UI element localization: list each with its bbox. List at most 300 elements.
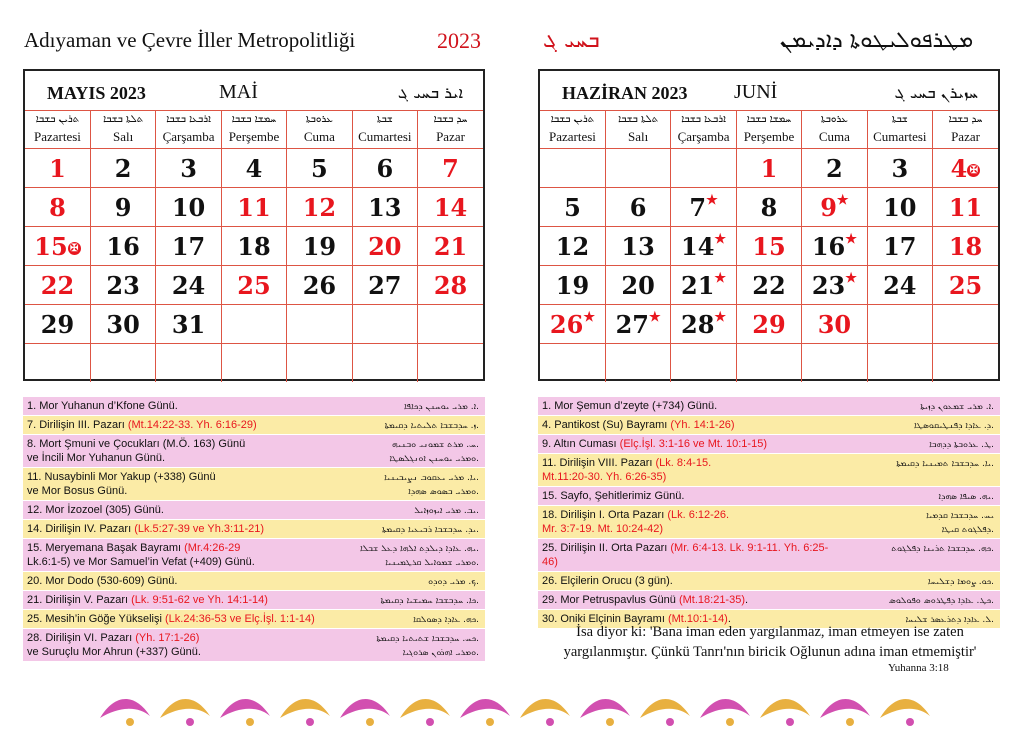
event-title: 20. Mor Dodo (530-609) Günü. (27, 575, 178, 587)
event-syriac-line1: ܟܛ. ܥܐܕܐ ܕܦܛܪܘܣ ܘܦܘܠܘܣ. (888, 596, 994, 606)
day-number: 22 (40, 270, 75, 300)
event-syriac-line1: ܝܗ. ܣܝܦܐ ܣܗܕܐ. (938, 492, 994, 502)
event-title: 15. Sayfo, Şehitlerimiz Günü. (542, 490, 685, 502)
day-cell[interactable] (605, 305, 670, 344)
ornament-bud (426, 718, 434, 726)
day-cell[interactable] (221, 188, 286, 227)
event-text-syriac (844, 419, 994, 433)
weekday-header (540, 110, 605, 149)
week-row (540, 188, 998, 227)
day-number: 26 (549, 309, 584, 339)
day-number: 14 (681, 231, 715, 261)
day-cell[interactable] (867, 188, 932, 227)
empty-day-cell (736, 344, 801, 383)
event-text-turkish (27, 399, 327, 413)
scripture-reference: (Yh. 17:1-26) (135, 632, 200, 644)
weekday-header (605, 110, 670, 149)
day-number: 4 (950, 153, 968, 183)
day-number: 30 (817, 309, 852, 339)
day-cell[interactable] (25, 149, 90, 188)
event-text-turkish (542, 418, 842, 432)
empty-day-cell (25, 344, 90, 383)
event-syriac-line1: ܝܗ. ܥܐܕܐ ܕܝܠܕܬ ܐܠܗܐ ܕܥܠ ܫܒܠܐ. (360, 544, 479, 554)
event-title: 18. Dirilişin I. Orta Pazarı (542, 509, 668, 521)
day-cell[interactable] (156, 188, 221, 227)
day-cell[interactable] (352, 188, 417, 227)
syriac-title: ܡܛܪܦܘܠܝܛܘܬܐ ܕܐܕܝܡܢ (780, 28, 974, 53)
day-number: 28 (433, 270, 468, 300)
weekday-turkish: Cuma (303, 129, 335, 144)
day-cell[interactable] (221, 227, 286, 266)
event-text-turkish (27, 593, 327, 607)
event-syriac-line1: ܟܗ. ܥܐܕܐ ܕܣܘܠܩܐ. (413, 615, 479, 625)
day-number: 15 (34, 231, 68, 261)
event-row (538, 415, 1000, 434)
event-syriac-line1: ܟܐ. ܚܕܒܫܒܐ ܚܡܝܫܝܐ ܕܩܝܡܬܐ. (380, 596, 479, 606)
day-cell[interactable] (671, 305, 736, 344)
day-number: 13 (621, 231, 655, 261)
empty-day-cell (352, 344, 417, 383)
day-cell[interactable] (287, 266, 352, 305)
scripture-reference: (Lk. 8:4-15. (655, 457, 712, 469)
day-number: 9 (820, 192, 837, 222)
day-cell[interactable] (352, 149, 417, 188)
star-icon: ★ (649, 309, 661, 325)
weekday-header (802, 110, 867, 149)
day-cell[interactable] (156, 227, 221, 266)
day-cell[interactable] (605, 188, 670, 227)
event-title: 14. Dirilişin IV. Pazarı (27, 523, 135, 535)
day-number: 29 (40, 309, 75, 339)
day-cell[interactable] (867, 227, 932, 266)
event-title-line2: Lk.6:1-5) (27, 556, 71, 568)
day-number: 24 (171, 270, 206, 300)
event-title: 8. Mort Şmuni ve Çocukları (M.Ö. 163) Günü (27, 438, 246, 450)
day-cell[interactable] (736, 188, 801, 227)
ornament-leaf (640, 699, 690, 718)
day-number: 23 (106, 270, 140, 300)
week-row (540, 149, 998, 188)
day-number: 2 (114, 153, 132, 183)
weekday-syriac: ܬܪܝܢ ܒܫܒܐ (550, 115, 595, 125)
day-number: 5 (564, 192, 581, 222)
day-cell[interactable] (540, 188, 605, 227)
weekday-syriac: ܬܠܬܐ ܒܫܒܐ (103, 115, 144, 125)
day-cell[interactable] (221, 266, 286, 305)
event-title: 15. Meryemana Başak Bayramı (27, 542, 185, 554)
week-row (25, 266, 483, 305)
event-row (23, 628, 485, 661)
empty-day-cell (221, 344, 286, 383)
week-row (540, 266, 998, 305)
event-text-turkish (27, 503, 327, 517)
day-cell[interactable] (418, 266, 483, 305)
day-cell[interactable] (418, 149, 483, 188)
ornament-bud (906, 718, 914, 726)
event-syriac-line2: ܘܡܪܝ ܒܣܘܣ ܣܗܕܐ. (408, 487, 479, 497)
event-text-syriac (844, 509, 994, 537)
day-number: 3 (180, 153, 197, 183)
ornament-bud (306, 718, 314, 726)
day-cell[interactable] (287, 227, 352, 266)
cross-icon: ✠ (68, 242, 81, 255)
day-cell[interactable] (867, 266, 932, 305)
event-text-turkish (27, 418, 327, 432)
scripture-reference: (Lk. 6:12-26. (667, 509, 730, 521)
event-text-syriac (329, 400, 479, 414)
day-number: 6 (376, 153, 394, 183)
event-text-syriac (844, 542, 994, 556)
event-row (538, 538, 1000, 571)
event-row (23, 500, 485, 519)
event-text-syriac (329, 575, 479, 589)
weekday-header (90, 110, 155, 149)
day-cell[interactable] (867, 149, 932, 188)
empty-day-cell (221, 305, 286, 344)
day-cell[interactable] (540, 305, 605, 344)
event-text-turkish (542, 508, 842, 536)
weekday-header (867, 110, 932, 149)
event-text-syriac (329, 523, 479, 537)
weekday-turkish: Cumartesi (358, 129, 412, 144)
day-number: 11 (237, 192, 271, 222)
event-title: 29. Mor Petruspavlus Günü (542, 594, 679, 606)
day-cell[interactable] (802, 227, 867, 266)
day-cell[interactable] (933, 149, 998, 188)
event-row (538, 453, 1000, 486)
event-text-syriac (329, 504, 479, 518)
day-cell[interactable] (802, 266, 867, 305)
event-row (538, 434, 1000, 453)
empty-day-cell (867, 305, 932, 344)
weekday-header (25, 110, 90, 149)
event-title-line2: ve Suruçlu Mor Ahrun (+337) Günü. (27, 646, 201, 658)
event-row (538, 396, 1000, 415)
empty-day-cell (802, 344, 867, 383)
event-text-syriac (329, 594, 479, 608)
week-row (540, 227, 998, 266)
scripture-reference: (Mr.4:26-29 (184, 542, 241, 554)
weekday-turkish: Perşembe (228, 129, 280, 144)
weekday-turkish: Cuma (818, 129, 850, 144)
day-cell[interactable] (605, 227, 670, 266)
ornament-leaf (520, 699, 570, 718)
day-number: 27 (368, 270, 402, 300)
day-cell[interactable] (802, 305, 867, 344)
day-number: 18 (237, 231, 271, 261)
june-events-list (538, 396, 1000, 628)
day-cell[interactable] (736, 305, 801, 344)
event-row (23, 571, 485, 590)
event-syriac-line2: ܕܦܠܓܘܬ ܩܝܛܐ. (941, 525, 994, 535)
day-number: 30 (106, 309, 140, 339)
day-cell[interactable] (671, 266, 736, 305)
day-cell[interactable] (156, 305, 221, 344)
empty-day-cell (287, 344, 352, 383)
day-cell[interactable] (736, 149, 801, 188)
event-syriac-line1: ܙ. ܚܕܒܫܒܐ ܬܠܝܬܝܐ ܕܩܝܡܬܐ. (384, 421, 479, 431)
ornament-leaf (460, 699, 510, 718)
cross-icon: ✠ (967, 164, 980, 177)
ornament-leaf (160, 699, 210, 718)
may-day-grid (25, 110, 483, 382)
event-row (538, 571, 1000, 590)
star-icon: ★ (714, 270, 727, 286)
empty-day-cell (90, 344, 155, 383)
event-title: 11. Nusaybinli Mor Yakup (+338) Günü (27, 471, 216, 483)
weekday-turkish: Pazartesi (34, 129, 81, 144)
day-cell[interactable] (671, 227, 736, 266)
day-number: 6 (629, 192, 647, 222)
day-number: 17 (883, 231, 917, 261)
day-number: 17 (171, 231, 206, 261)
event-row (23, 396, 485, 415)
ornament-bud (186, 718, 194, 726)
empty-day-cell (605, 149, 670, 188)
event-text-syriac (329, 613, 479, 627)
ornament-bud (486, 718, 494, 726)
may-calendar (23, 69, 485, 381)
event-syriac-line2: ܘܡܪܝ ܝܘܚܢܢ ܐܘܢܓܠܣܛܐ. (389, 454, 479, 464)
day-cell[interactable] (287, 188, 352, 227)
star-icon: ★ (714, 309, 727, 325)
day-cell[interactable] (352, 227, 417, 266)
day-number: 12 (302, 192, 337, 222)
day-cell[interactable] (25, 227, 90, 266)
day-number: 4 (245, 153, 263, 183)
day-number: 15 (752, 231, 786, 261)
star-icon: ★ (845, 231, 857, 247)
event-title: 21. Dirilişin V. Pazarı (27, 594, 132, 606)
day-number: 7 (689, 192, 707, 222)
week-row (540, 344, 998, 383)
may-title-turkish: MAYIS 2023 (47, 83, 146, 103)
day-cell[interactable] (90, 227, 155, 266)
event-row (23, 519, 485, 538)
may-title-local: MAİ (219, 81, 258, 103)
scripture-reference: (Lk.5:27-39 ve Yh.3:11-21) (134, 523, 265, 535)
weekday-syriac: ܚܡܫܐ ܒܫܒܐ (231, 115, 277, 125)
day-number: 24 (883, 270, 917, 300)
event-text-syriac (844, 438, 994, 452)
event-title: 28. Dirilişin VI. Pazarı (27, 632, 136, 644)
weekday-header (933, 110, 998, 149)
day-cell[interactable] (90, 305, 155, 344)
weekday-turkish: Salı (628, 129, 649, 144)
weekday-syriac: ܚܕ ܒܫܒܐ (948, 115, 983, 125)
event-syriac-line1: ܐ. ܡܪܝ ܝܘܚܢܢ ܕܟܐܦܐ. (403, 402, 479, 412)
ornament-bud (246, 718, 254, 726)
ornament-leaf (400, 699, 450, 718)
event-text-turkish (542, 437, 842, 451)
event-title-tail: . (745, 594, 749, 606)
empty-day-cell (671, 344, 736, 383)
day-cell[interactable] (156, 266, 221, 305)
empty-day-cell (605, 344, 670, 383)
weekday-syriac: ܚܡܫܐ ܒܫܒܐ (746, 115, 792, 125)
event-text-syriac (329, 438, 479, 466)
weekday-syriac: ܥܪܘܒܬܐ (820, 115, 848, 125)
day-number: 16 (811, 231, 846, 261)
day-number: 31 (171, 309, 206, 339)
day-cell[interactable] (156, 149, 221, 188)
ornament-bud (126, 718, 134, 726)
ornament-leaf (760, 699, 810, 718)
day-number: 5 (311, 153, 328, 183)
day-number: 27 (615, 309, 649, 339)
event-row (23, 538, 485, 571)
ornament-leaf (220, 699, 270, 718)
scripture-reference: (Mt.10:1-14) (667, 613, 728, 625)
event-text-turkish (27, 541, 327, 569)
ornament-leaf (820, 699, 870, 718)
day-number: 11 (948, 192, 983, 222)
weekday-header (287, 110, 352, 149)
weekday-turkish: Cumartesi (873, 129, 927, 144)
day-cell[interactable] (221, 149, 286, 188)
day-number: 10 (171, 192, 206, 222)
weekday-turkish: Pazartesi (549, 129, 596, 144)
day-number: 29 (752, 309, 786, 339)
weekday-turkish: Pazar (436, 129, 465, 144)
event-text-syriac (844, 490, 994, 504)
week-row (25, 305, 483, 344)
empty-day-cell (933, 344, 998, 383)
quote-source: Yuhanna 3:18 (888, 662, 949, 674)
ornament-leaf (880, 699, 930, 718)
floral-ornament-border (90, 688, 940, 738)
day-cell[interactable] (933, 188, 998, 227)
event-text-turkish (27, 470, 327, 498)
day-cell[interactable] (25, 266, 90, 305)
empty-day-cell (540, 344, 605, 383)
ornament-leaf (580, 699, 630, 718)
day-cell[interactable] (25, 305, 90, 344)
week-row (25, 344, 483, 383)
event-syriac-line1: ܠ. ܥܐܕܐ ܕܬܪܥܣܪ ܫܠܝܚܐ. (905, 615, 994, 625)
may-title-syriac: ܐܝܪ ܒܚܝ ܓ (397, 83, 463, 102)
event-text-syriac (844, 594, 994, 608)
weekday-syriac: ܫܒܬܐ (376, 115, 393, 125)
weekday-syriac: ܬܪܝܢ ܒܫܒܐ (35, 115, 80, 125)
day-cell[interactable] (540, 227, 605, 266)
june-title-local: JUNİ (734, 81, 778, 103)
weekday-header (221, 110, 286, 149)
event-text-turkish (27, 522, 327, 536)
weekday-header (352, 110, 417, 149)
event-syriac-line2: ܘܡܪܝ ܐܗܪܘܢ ܣܪܘܓܝܐ. (402, 648, 479, 658)
weekday-header-row (25, 110, 483, 149)
event-title: 7. Dirilişin III. Pazarı (27, 419, 128, 431)
scripture-reference-line2: Mt.11:20-30. Yh. 6:26-35) (542, 471, 667, 483)
weekday-turkish: Pazar (951, 129, 980, 144)
day-cell[interactable] (90, 266, 155, 305)
event-text-syriac (844, 457, 994, 471)
weekday-header (736, 110, 801, 149)
ornament-bud (366, 718, 374, 726)
day-cell[interactable] (605, 266, 670, 305)
day-number: 2 (826, 153, 843, 183)
empty-day-cell (287, 305, 352, 344)
empty-day-cell (867, 344, 932, 383)
event-syriac-line1: ܝܐ. ܚܕܒܫܒܐ ܬܡܝܢܝܐ ܕܩܝܡܬܐ. (896, 459, 994, 469)
day-number: 14 (433, 192, 468, 222)
event-syriac-line1: ܝܒ. ܡܪܝ ܐܝܙܘܙܐܝܠ. (414, 506, 479, 516)
day-cell[interactable] (736, 227, 801, 266)
day-number: 20 (368, 231, 402, 261)
may-events-list (23, 396, 485, 661)
day-cell[interactable] (933, 266, 998, 305)
event-text-turkish (27, 437, 327, 465)
event-row (538, 590, 1000, 609)
event-title: 25. Mesih’in Göğe Yükselişi (27, 613, 165, 625)
event-text-syriac (329, 632, 479, 660)
day-cell[interactable] (802, 149, 867, 188)
day-cell[interactable] (418, 188, 483, 227)
day-cell[interactable] (736, 266, 801, 305)
ornament-bud (546, 718, 554, 726)
scripture-reference: (Mt.14:22-33. Yh. 6:16-29) (127, 419, 257, 431)
event-syriac-line1: ܟܚ. ܚܕܒܫܒܐ ܫܬܝܬܝܐ ܕܩܝܡܬܐ. (376, 634, 479, 644)
scripture-reference-line2: Mr. 3:7-19. Mt. 10:24-42) (542, 523, 664, 535)
event-row (538, 486, 1000, 505)
star-icon: ★ (836, 192, 849, 208)
event-syriac-line1: ܕ. ܥܐܕܐ ܕܦܢܛܝܩܘܣܛܐ. (914, 421, 994, 431)
day-number: 1 (760, 153, 778, 183)
ornament-bud (606, 718, 614, 726)
event-text-turkish (542, 489, 842, 503)
event-row (23, 467, 485, 500)
day-number: 25 (948, 270, 983, 300)
day-number: 18 (948, 231, 983, 261)
day-cell[interactable] (418, 227, 483, 266)
june-calendar (538, 69, 1000, 381)
bible-quote: İsa diyor ki: 'Bana iman eden yargılanmaz, iman etmeyen ise zaten yargılanmıştır. Çünkü Tanrı'nın biricik Oğlunun adına iman etmemiştir' (563, 624, 977, 660)
day-cell[interactable] (802, 188, 867, 227)
day-number: 7 (442, 153, 459, 183)
event-text-syriac (844, 400, 994, 414)
day-cell[interactable] (671, 188, 736, 227)
day-cell[interactable] (90, 149, 155, 188)
day-cell[interactable] (90, 188, 155, 227)
day-cell[interactable] (540, 266, 605, 305)
day-cell[interactable] (25, 188, 90, 227)
day-cell[interactable] (352, 266, 417, 305)
day-number: 12 (555, 231, 590, 261)
weekday-header (418, 110, 483, 149)
event-text-syriac (329, 542, 479, 570)
june-title-syriac: ܚܙܝܪܢ ܒܚܝ ܓ (894, 83, 978, 102)
weekday-turkish: Çarşamba (162, 129, 215, 144)
empty-day-cell (418, 344, 483, 383)
day-cell[interactable] (933, 227, 998, 266)
ornament-leaf (280, 699, 330, 718)
event-row (23, 590, 485, 609)
day-number: 16 (106, 231, 140, 261)
event-text-turkish (27, 574, 327, 588)
weekday-turkish: Perşembe (743, 129, 795, 144)
scripture-reference: (Lk.24:36-53 ve Elç.İşl. 1:1-14) (164, 613, 315, 625)
week-row (25, 188, 483, 227)
star-icon: ★ (706, 192, 718, 208)
day-cell[interactable] (287, 149, 352, 188)
weekday-syriac: ܐܪܒܥܐ ܒܫܒܐ (681, 115, 726, 125)
weekday-syriac: ܬܠܬܐ ܒܫܒܐ (618, 115, 659, 125)
event-row (23, 609, 485, 628)
day-number: 21 (433, 231, 468, 261)
metropolis-title: Adıyaman ve Çevre İller Metropolitliği (24, 28, 356, 52)
event-syriac-line1: ܝܕ. ܚܕܒܫܒܐ ܪܒܝܥܝܐ ܕܩܝܡܬܐ. (382, 525, 479, 535)
